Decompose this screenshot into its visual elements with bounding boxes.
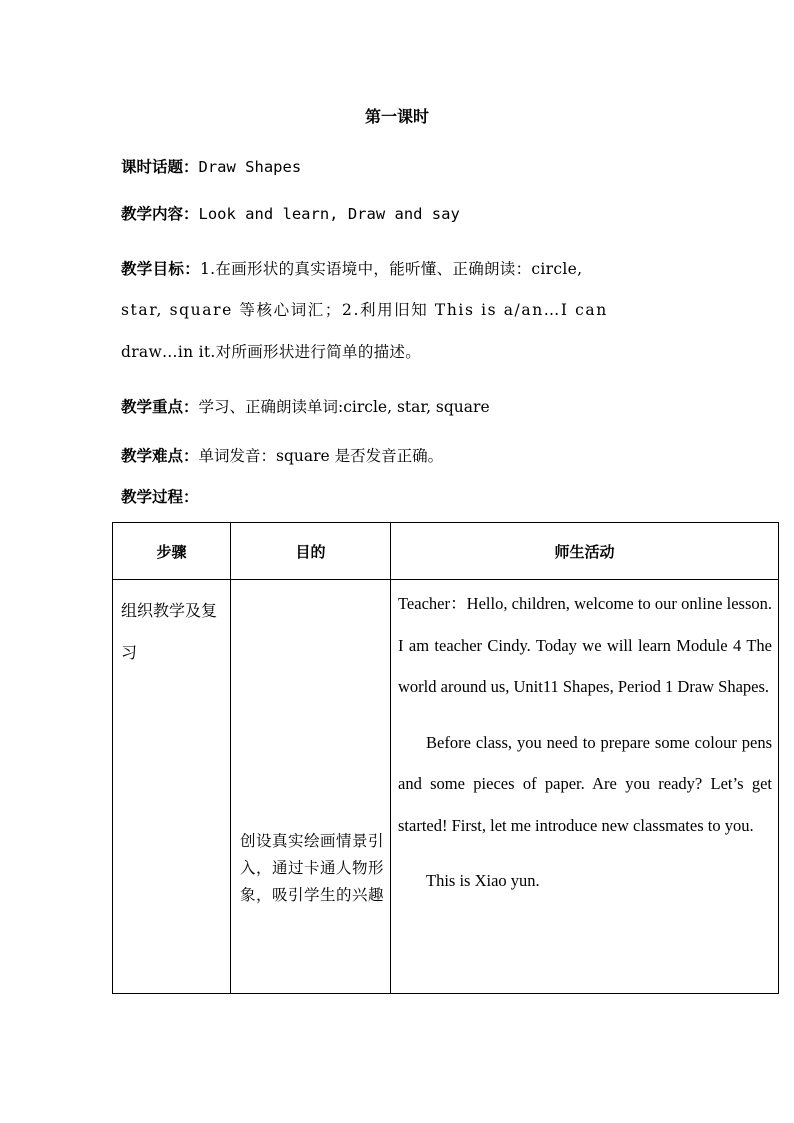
difficulty-value: 单词发音：square 是否发音正确。 [198, 447, 444, 465]
purpose-cell [231, 580, 391, 994]
goal-line-1 [121, 258, 681, 280]
activity-paragraph-3: This is Xiao yun. [426, 871, 540, 890]
key-points-label: 教学重点： [121, 398, 199, 416]
table-row [113, 580, 779, 994]
topic-value: Draw Shapes [198, 158, 302, 176]
goal-label: 教学目标： [121, 260, 201, 278]
activity-cell [391, 580, 779, 994]
goal-text-1: 1.在画形状的真实语境中，能听懂、正确朗读：circle, [200, 260, 583, 278]
teaching-process-table [112, 522, 779, 994]
key-points-line [121, 396, 490, 418]
content-line [121, 203, 460, 225]
content-label: 教学内容： [121, 205, 199, 223]
topic-line [121, 156, 301, 178]
goal-text-3: draw…in it.对所画形状进行简单的描述。 [121, 343, 422, 361]
header-purpose: 目的 [231, 523, 391, 580]
header-activity: 师生活动 [391, 523, 779, 580]
key-points-value: 学习、正确朗读单词:circle, star, square [198, 398, 490, 416]
content-value: Look and learn, Draw and say [198, 205, 460, 223]
difficulty-line [121, 445, 443, 467]
step-cell [113, 580, 231, 994]
step-text: 组织教学及复习 [121, 601, 218, 662]
difficulty-label: 教学难点： [121, 447, 199, 465]
topic-label: 课时话题： [121, 158, 199, 176]
page-title: 第一课时 [364, 107, 429, 126]
header-step: 步骤 [113, 523, 231, 580]
process-line [121, 486, 199, 508]
activity-paragraph-1: Teacher：Hello, children, welcome to our online lesson. I am teacher Cindy. Today we will learn Module 4 The world around us, Unit11 Shapes, Period 1 Draw Shapes. [398, 594, 772, 696]
goal-line-3 [121, 341, 681, 363]
table-header-row [113, 523, 779, 580]
activity-paragraph-2: Before class, you need to prepare some colour pens and some pieces of paper. Are you ready? Let’s get started! First, let me introduce new classmates to you. [398, 732, 772, 835]
purpose-text: 创设真实绘画情景引入，通过卡通人物形象，吸引学生的兴趣 [240, 832, 385, 904]
goal-line-2 [121, 299, 681, 321]
process-label: 教学过程： [121, 488, 199, 506]
goal-text-2: star, square 等核心词汇；2.利用旧知 This is a/an…I can [121, 301, 608, 319]
